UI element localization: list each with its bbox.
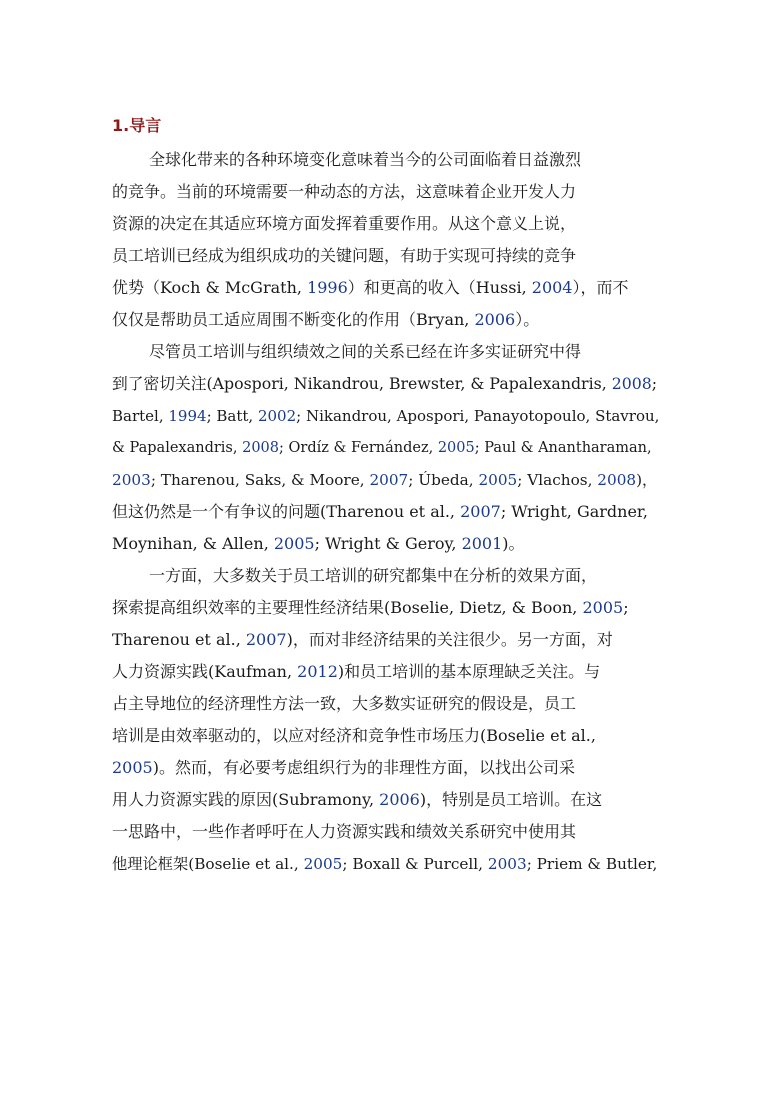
text-segment: Moynihan, & Allen, <box>112 534 274 553</box>
text-line <box>112 624 660 656</box>
citation-year: 2007 <box>460 502 501 521</box>
text-segment: 资源的决定在其适应环境方面发挥着重要作用。从这个意义上说， <box>112 214 577 233</box>
citation-year: 2004 <box>531 278 573 297</box>
text-line <box>112 560 660 592</box>
text-segment: 一方面，大多数关于员工培训的研究都集中在分析的效果方面， <box>149 566 598 585</box>
text-segment: 占主导地位的经济理性方法一致，大多数实证研究的假设是，员工 <box>112 694 577 713</box>
text-segment: )， <box>636 471 658 489</box>
text-segment: ; Tharenou, Saks, & Moore, <box>150 471 370 489</box>
text-line <box>112 752 660 784</box>
text-line <box>112 272 660 304</box>
text-segment: ; Batt, <box>206 407 258 425</box>
citation-year: 2003 <box>112 471 151 489</box>
citation-year: 2008 <box>611 374 652 393</box>
text-line <box>112 816 660 848</box>
paragraph <box>112 336 660 560</box>
text-segment: )。然而，有必要考虑组织行为的非理性方面，以找出公司采 <box>152 758 575 777</box>
citation-year: 2005 <box>437 440 475 456</box>
text-segment: ; <box>651 374 658 393</box>
text-segment: )。 <box>502 534 525 553</box>
text-segment: 的竞争。当前的环境需要一种动态的方法，这意味着企业开发人力 <box>112 182 577 201</box>
text-segment: 优势（Koch & McGrath, <box>112 278 308 297</box>
text-line <box>112 464 660 496</box>
text-segment: Bartel, <box>112 407 169 425</box>
citation-year: 2006 <box>379 790 420 809</box>
text-segment: ; Vlachos, <box>517 471 598 489</box>
paragraph <box>112 144 660 336</box>
text-segment: & Papalexandris, <box>112 440 243 456</box>
text-line <box>112 304 660 336</box>
body-text <box>112 144 660 880</box>
text-line <box>112 432 660 464</box>
text-segment: ）。 <box>515 310 540 329</box>
text-segment: 人力资源实践(Kaufman, <box>112 662 298 681</box>
text-line <box>112 496 660 528</box>
text-segment: ; Wright & Geroy, <box>314 534 462 553</box>
text-line <box>112 144 660 176</box>
citation-year: 2006 <box>474 310 516 329</box>
text-segment: 全球化带来的各种环境变化意味着当今的公司面临着日益激烈 <box>149 150 582 169</box>
citation-year: 2005 <box>303 855 343 873</box>
citation-year: 2012 <box>297 662 338 681</box>
paragraph <box>112 560 660 880</box>
text-segment: ），而不 <box>572 278 629 297</box>
text-line <box>112 176 660 208</box>
text-segment: ; Ordíz & Fernández, <box>279 440 438 456</box>
citation-year: 2005 <box>112 758 153 777</box>
citation-year: 2008 <box>597 471 637 489</box>
citation-year: 2005 <box>478 471 518 489</box>
text-line <box>112 848 660 880</box>
citation-year: 2007 <box>369 471 409 489</box>
text-line <box>112 240 660 272</box>
text-line <box>112 528 660 560</box>
text-segment: )，而对非经济结果的关注很少。另一方面，对 <box>286 630 613 649</box>
text-segment: 尽管员工培训与组织绩效之间的关系已经在许多实证研究中得 <box>149 342 582 361</box>
text-segment: 培训是由效率驱动的，以应对经济和竞争性市场压力(Boselie et al., <box>112 726 596 745</box>
text-segment: ; <box>623 598 629 617</box>
text-segment: ; Wright, Gardner, <box>500 502 648 521</box>
text-segment: Tharenou et al., <box>112 630 246 649</box>
text-segment: ; Boxall & Purcell, <box>342 855 488 873</box>
text-segment: ; Paul & Anantharaman, <box>474 440 652 456</box>
text-segment: 用人力资源实践的原因(Subramony, <box>112 790 380 809</box>
text-segment: ）和更高的收入（Hussi, <box>347 278 532 297</box>
text-line <box>112 336 660 368</box>
citation-year: 2007 <box>245 630 287 649</box>
text-line <box>112 656 660 688</box>
text-segment: 一思路中，一些作者呼吁在人力资源实践和绩效关系研究中使用其 <box>112 822 577 841</box>
text-segment: 但这仍然是一个有争议的问题(Tharenou et al., <box>112 502 461 521</box>
text-line <box>112 208 660 240</box>
text-segment: 仅仅是帮助员工适应周围不断变化的作用（Bryan, <box>112 310 475 329</box>
citation-year: 2005 <box>582 598 624 617</box>
text-line <box>112 368 660 400</box>
text-segment: ; Priem & Butler, <box>526 855 658 873</box>
citation-year: 2003 <box>487 855 527 873</box>
text-segment: )和员工培训的基本原理缺乏关注。与 <box>337 662 601 681</box>
citation-year: 2001 <box>461 534 503 553</box>
section-heading: 1.导言 <box>112 116 162 135</box>
text-segment: )，特别是员工培训。在这 <box>419 790 603 809</box>
text-line <box>112 720 660 752</box>
citation-year: 1996 <box>307 278 348 297</box>
citation-year: 2002 <box>257 407 297 425</box>
citation-year: 1994 <box>168 407 207 425</box>
document-page <box>112 112 660 880</box>
text-segment: ; Nikandrou, Apospori, Panayotopoulo, Stavrou, <box>296 407 660 425</box>
text-segment: 他理论框架(Boselie et al., <box>112 855 304 873</box>
text-segment: 探索提高组织效率的主要理性经济结果(Boselie, Dietz, & Boon, <box>112 598 583 617</box>
text-line <box>112 688 660 720</box>
text-line <box>112 400 660 432</box>
text-segment: 员工培训已经成为组织成功的关键问题，有助于实现可持续的竞争 <box>112 246 577 265</box>
text-segment: 到了密切关注(Apospori, Nikandrou, Brewster, & Papalexandris, <box>112 374 612 393</box>
citation-year: 2008 <box>242 440 279 456</box>
text-line <box>112 592 660 624</box>
text-line <box>112 784 660 816</box>
text-segment: ; Úbeda, <box>408 471 479 489</box>
citation-year: 2005 <box>273 534 315 553</box>
